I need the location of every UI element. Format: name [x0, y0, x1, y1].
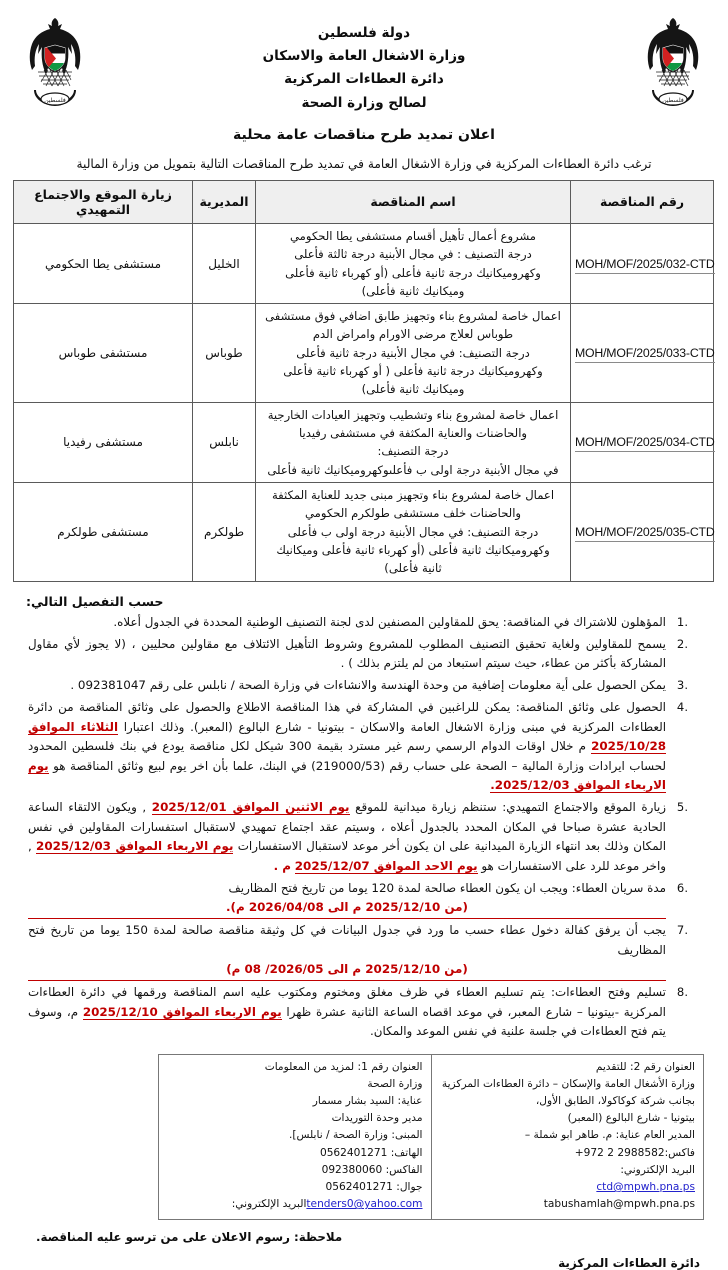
cell-directorate: طولكرم — [193, 482, 256, 581]
cell-tender-number — [571, 402, 714, 482]
highlight-date-questions-deadline: يوم الاربعاء الموافق 2025/12/03 — [36, 839, 234, 854]
highlight-date-sale-start: الثلاثاء الموافق 2025/10/28 — [28, 719, 666, 754]
announcement-title: اعلان تمديد طرح مناقصات عامة محلية — [233, 126, 495, 143]
tender-number-text: MOH/MOF/2025/033-CTD — [575, 346, 715, 363]
condition-item-4 — [28, 698, 688, 796]
condition-text: يجب أن يرفق كفالة دخول عطاء حسب ما ورد في جدول البيانات في كل وثيقة مناقصة صالحة لمدة 150 يوما من تاريخ فتح المظاريف — [28, 923, 666, 957]
tender-number-text: MOH/MOF/2025/034-CTD — [575, 435, 715, 452]
highlight-date-answers-deadline: يوم الاحد الموافق 2025/12/07 — [294, 858, 478, 873]
contact-email-ctd[interactable]: ctd@mpwh.pna.ps — [596, 1180, 695, 1193]
contact-line: المدير العام عناية: م. طاهر ابو شملة – — [524, 1129, 695, 1142]
condition-text: م . — [273, 858, 291, 873]
column-header-tender-number: رقم المناقصة — [571, 180, 714, 223]
column-header-site-visit: زيارة الموقع والاجتماع التمهيدي — [14, 180, 193, 223]
tender-name-line: اعمال خاصة لمشروع بناء وتجهيز طابق اضافي فوق مستشفى — [265, 309, 561, 324]
palestine-eagle-emblem-icon-secondary — [24, 14, 86, 114]
header-line-ministry: وزارة الاشغال العامة والاسكان — [262, 48, 466, 65]
cell-tender-number — [571, 304, 714, 403]
highlight-guarantee-validity-period: (من 2025/12/10 م الى 2026/05/ 08 م) — [28, 960, 666, 981]
condition-item-1 — [28, 613, 688, 633]
contact-box-information — [159, 1054, 432, 1219]
cell-tender-number — [571, 223, 714, 303]
tenders-table — [13, 180, 714, 582]
tender-name-line: درجة التصنيف : في مجال الأبنية درجة ثالثة فأعلى — [294, 247, 532, 262]
contact-line: العنوان رقم 2: للتقديم — [595, 1060, 695, 1073]
tender-name-line: وكهروميكانيك ثانية فأعلى (أو كهرباء ثانية فأعلى وميكانيك — [276, 542, 550, 557]
cell-tender-name — [256, 223, 571, 303]
condition-text: زيارة الموقع والاجتماع التمهيدي: ستنظم زيارة ميدانية للموقع — [355, 800, 667, 815]
highlight-date-submission-deadline: يوم الاربعاء الموافق 2025/12/10 — [82, 1004, 282, 1019]
table-row — [14, 482, 714, 581]
condition-text: المؤهلون للاشتراك في المناقصة: يحق للمقاولين المصنفين لدى لجنة التصنيف الوطنية المحددة في الجدول أعلاه. — [113, 614, 666, 629]
highlight-bid-validity-period: (من 2025/12/10 م الى 2026/04/08 م). — [28, 898, 666, 919]
tender-name-line: اعمال خاصة لمشروع بناء وتشطيب وتجهيز العيادات الخارجية — [267, 407, 559, 422]
contact-line: عناية: السيد بشار مسمار — [312, 1095, 423, 1108]
condition-text: الحصول على وثائق المناقصة: يمكن للراغبين في المشاركة في هذا المناقصة الاطلاع والحصول على وثائق المناقصة من دائرة العطاءات المركزية في مبنى وزارة الاشغال العامة والاسكان - بيتونيا - شارع البالوع (المعبر). وذلك اعتبارا — [28, 700, 667, 734]
condition-item-5 — [28, 798, 688, 876]
condition-text: مدة سريان العطاء: ويجب ان يكون العطاء صالحة لمدة 120 يوما من تاريخ فتح المظاريف — [228, 880, 666, 895]
condition-text: , واخر موعد للرد على الاستفسارات هو — [28, 839, 666, 873]
header-line-state: دولة فلسطين — [317, 25, 411, 41]
cell-tender-name — [256, 482, 571, 581]
contact-line: بيتونيا - شارع البالوع (المعبر) — [567, 1112, 695, 1125]
contacts-row — [159, 1054, 704, 1219]
header-line-behalf: لصالح وزارة الصحة — [301, 94, 427, 111]
tender-name-line: اعمال خاصة لمشروع بناء وتجهيز مبنى جديد للعناية المكثفة — [271, 487, 555, 502]
tender-name-line: مشروع أعمال تأهيل أقسام مستشفى يطا الحكومي — [289, 228, 537, 243]
contact-email-tabushamlah[interactable]: tabushamlah@mpwh.pna.ps — [543, 1198, 695, 1211]
contact-email-tenders[interactable]: tenders0@yahoo.com — [306, 1198, 423, 1211]
cell-directorate: نابلس — [193, 402, 256, 482]
tender-name-line: في مجال الأبنية درجة اولى ب فأعلىوكهروميكانيك ثانية فأعلى — [267, 462, 559, 477]
contact-email-label: البريد الإلكتروني: — [620, 1163, 695, 1176]
condition-text: يمكن الحصول على أية معلومات إضافية من وحدة الهندسة والانشاءات في وزارة الصحة / نابلس على رقم 092381047 . — [70, 678, 666, 693]
table-row — [14, 402, 714, 482]
contact-box-submission — [431, 1054, 704, 1219]
tender-name-line: وميكانيك ثانية فأعلى) — [361, 283, 465, 298]
cell-tender-name — [256, 402, 571, 482]
cell-directorate: طوباس — [193, 304, 256, 403]
tender-name-line: والحاضنات والعناية المكثفة في مستشفى رفيديا — [298, 426, 528, 440]
tender-name-line: ثانية فأعلى) — [384, 561, 442, 576]
contact-email-label: البريد الإلكتروني: — [231, 1198, 307, 1211]
conditions-heading: حسب التفصيل التالي: — [26, 593, 164, 609]
contact-line: مدير وحدة التوريدات — [331, 1112, 423, 1125]
tender-name-line: وميكانيك ثانية فأعلى) — [361, 382, 465, 397]
cell-site-visit: مستشفى طولكرم — [14, 482, 193, 581]
table-row — [14, 223, 714, 303]
conditions-list — [28, 613, 688, 1042]
tender-name-line: درجة التصنيف: في مجال الأبنية درجة اولى ب فأعلى — [287, 524, 539, 539]
column-header-directorate: المديرية — [193, 180, 256, 223]
column-header-tender-name: اسم المناقصة — [256, 180, 571, 223]
header-title-block — [86, 14, 642, 115]
cell-tender-name — [256, 304, 571, 403]
contacts-table — [158, 1054, 704, 1220]
condition-text: يسمح للمقاولين ولغاية تحقيق التصنيف المطلوب للمشروع وشروط التأهيل الائتلاف مع مقاولين محليين ، (لا يجوز لأي مقاول المشاركة بأكثر من عطاء، حيث سيتم استبعاد من لم يلتزم بذلك ) . — [28, 636, 666, 671]
contact-phone: الهاتف: 0562401271 — [319, 1146, 423, 1159]
cell-directorate: الخليل — [193, 223, 256, 303]
condition-text: م، وسوف يتم فتح العطاءات في جلسة علنية في نفس الموعد والمكان. — [28, 1004, 666, 1039]
condition-item-6 — [28, 879, 688, 919]
tender-name-line: والحاضنات خلف مستشفى طولكرم الحكومي — [304, 506, 522, 521]
condition-item-7 — [28, 921, 688, 981]
announcement-subtitle: ترغب دائرة العطاءات المركزية في وزارة الاشغال العامة في تمديد طرح المناقصات التالية بتمويل من وزارة المالية — [76, 156, 652, 171]
cell-site-visit: مستشفى رفيديا — [14, 402, 193, 482]
cell-site-visit: مستشفى طوباس — [14, 304, 193, 403]
header-line-department: دائرة العطاءات المركزية — [284, 71, 444, 88]
highlight-date-site-visit: يوم الاثنين الموافق 2025/12/01 — [151, 800, 350, 815]
svg-text:فلسطين: فلسطين — [44, 97, 66, 104]
tender-number-text: MOH/MOF/2025/032-CTD — [575, 257, 715, 274]
table-row — [14, 304, 714, 403]
svg-text:فلسطين: فلسطين — [662, 97, 684, 104]
contact-line: العنوان رقم 1: لمزيد من المعلومات — [264, 1060, 423, 1073]
cell-site-visit: مستشفى يطا الحكومي — [14, 223, 193, 303]
table-header-row — [14, 180, 714, 223]
tender-name-line: طوباس لعلاج مرضى الاورام وامراض الدم — [312, 327, 514, 342]
condition-text: , ويكون الالتقاء الساعة الحادية عشرة صباحا في المكان المحدد بالجدول أعلاه ، وسيتم عقد اجتماع تمهيدي لاستقبال استفسارات المقاولين في نفس المكان وذلك بعد انتهاء الزيارة الميدانية على ان يكون أخر موعد لاستقبال الاستفسارات — [28, 800, 667, 854]
contact-mobile: جوال: 0562401271 — [325, 1180, 423, 1193]
highlight-date-sale-end: يوم الاربعاء الموافق 2025/12/03. — [28, 758, 666, 793]
condition-item-2 — [28, 635, 688, 674]
condition-item-3 — [28, 676, 688, 696]
contact-line: وزارة الصحة — [367, 1077, 423, 1090]
tender-number-text: MOH/MOF/2025/035-CTD — [575, 525, 715, 542]
condition-text: م خلال اوقات الدوام الرسمي رسم غير مسترد بقيمة 300 شيكل لكل مناقصة يودع في بنك فلسطين المحدود لحساب ايرادات وزارة المالية – الصحة على حساب رقم (219000/53) في البنك، علما بأن اخر يوم لبيع وثائق المناقصة هو — [28, 739, 666, 773]
contact-fax: الفاكس: 092380060 — [321, 1163, 423, 1176]
tender-name-line: درجة التصنيف: — [377, 444, 449, 459]
contact-line: وزارة الأشغال العامة والإسكان – دائرة العطاءات المركزية — [441, 1077, 695, 1090]
document-header — [14, 10, 714, 115]
contact-line: المبنى: وزارة الصحة / نابلس]. — [289, 1129, 423, 1142]
condition-text: تسليم وفتح العطاءات: يتم تسليم العطاء في ظرف مغلق ومختوم ومكتوب عليه اسم المناقصة ورقمها في دائرة العطاءات المركزية -بيتونيا – شارع المعبر، في موعد اقصاه الساعة الثانية عشرة ظهرا — [28, 985, 666, 1019]
advertisement-fee-note: ملاحظة: رسوم الاعلان على من ترسو عليه المناقصة. — [36, 1230, 343, 1245]
contact-line: بجانب شركة كوكاكولا، الطابق الأول، — [535, 1095, 695, 1108]
contact-email-row — [167, 1196, 423, 1213]
tender-name-line: وكهروميكانيك درجة ثانية فأعلى (أو كهرباء ثانية فأعلى — [285, 265, 541, 280]
tender-name-line: درجة التصنيف: في مجال الأبنية درجة ثانية فأعلى — [296, 345, 530, 360]
cell-tender-number — [571, 482, 714, 581]
condition-item-8 — [28, 983, 688, 1042]
palestine-eagle-emblem-icon — [642, 14, 704, 114]
signature-department: دائرة العطاءات المركزية — [558, 1256, 700, 1270]
contact-fax: فاكس:2988582 2 972+ — [574, 1146, 695, 1159]
tender-name-line: وكهروميكانيك درجة ثانية فأعلى ( أو كهرباء ثانية فأعلى — [283, 364, 543, 379]
